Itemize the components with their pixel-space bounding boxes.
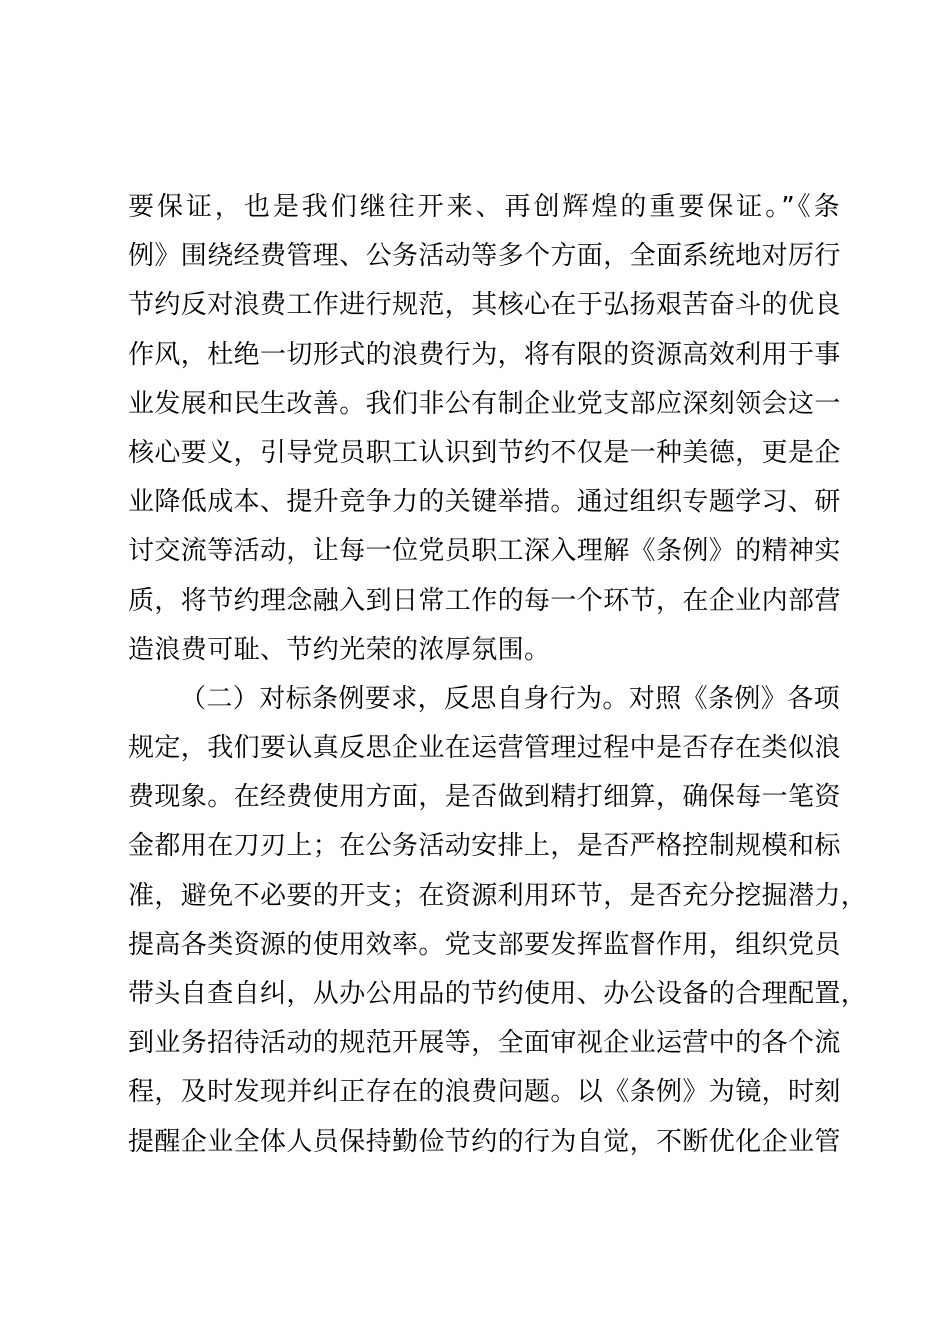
paragraph-line: 规定，我们要认真反思企业在运营管理过程中是否存在类似浪 [128,733,841,764]
paragraph-line: 提醒企业全体人员保持勤俭节约的行为自觉，不断优化企业管 [128,1126,841,1157]
paragraph-line: 业发展和民生改善。我们非公有制企业党支部应深刻领会这一 [128,388,841,419]
paragraph-line: 准，避免不必要的开支；在资源利用环节，是否充分挖掘潜力， [128,880,868,911]
document-body [128,183,868,1167]
paragraph-line: 业降低成本、提升竞争力的关键举措。通过组织专题学习、研 [128,487,841,518]
paragraph-line: 节约反对浪费工作进行规范，其核心在于弘扬艰苦奋斗的优良 [128,290,841,321]
paragraph-line: 讨交流等活动，让每一位党员职工深入理解《条例》的精神实 [128,536,841,567]
paragraph-line: 到业务招待活动的规范开展等，全面审视企业运营中的各个流 [128,1028,841,1059]
paragraph-line: 程，及时发现并纠正存在的浪费问题。以《条例》为镜，时刻 [128,1077,841,1108]
paragraph-line: 带头自查自纠，从办公用品的节约使用、办公设备的合理配置， [128,979,868,1009]
paragraph-line: 例》围绕经费管理、公务活动等多个方面，全面系统地对厉行 [128,241,841,272]
paragraph-line: 提高各类资源的使用效率。党支部要发挥监督作用，组织党员 [128,929,841,960]
paragraph-line: 核心要义，引导党员职工认识到节约不仅是一种美德，更是企 [128,437,841,468]
paragraph-line: 作风，杜绝一切形式的浪费行为，将有限的资源高效利用于事 [128,339,841,370]
paragraph-line: 金都用在刀刃上；在公务活动安排上，是否严格控制规模和标 [128,831,841,862]
paragraph-2 [128,675,868,1167]
paragraph-line: 质，将节约理念融入到日常工作的每一个环节，在企业内部营 [128,585,841,616]
section-heading-line: （二）对标条例要求，反思自身行为。对照《条例》各项 [180,683,841,714]
paragraph-1 [128,183,840,675]
paragraph-line: 造浪费可耻、节约光荣的浓厚氛围。 [128,634,551,665]
paragraph-line: 要保证，也是我们继往开来、再创辉煌的重要保证。”《条 [128,192,840,222]
paragraph-line: 费现象。在经费使用方面，是否做到精打细算，确保每一笔资 [128,782,841,813]
